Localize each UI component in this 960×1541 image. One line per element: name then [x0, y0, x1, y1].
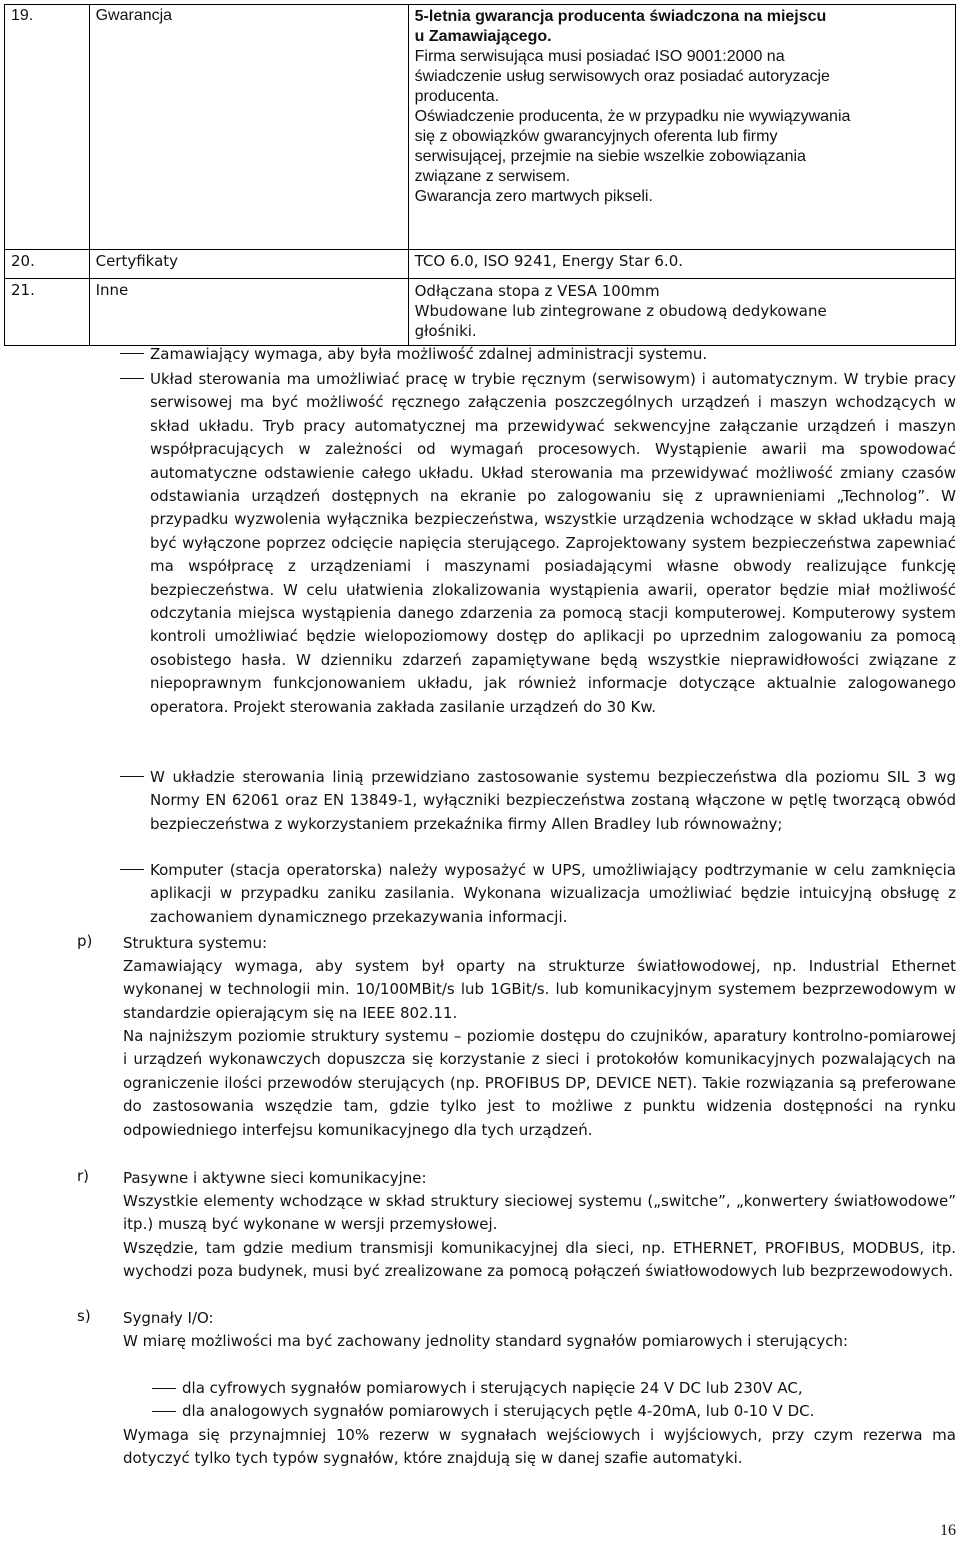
table-row	[5, 250, 956, 279]
section-marker-p: p)	[77, 932, 93, 950]
row-name: Inne	[89, 279, 408, 346]
dash-item-text: Układ sterowania ma umożliwiać pracę w trybie ręcznym (serwisowym) i automatycznym. W trybie pracy serwisowej ma być możliwość ręcznego załączenia poszczególnych urządzeń i maszyn wchodzących w skład układu. Tryb pracy automatycznej ma przewidywać sekwencyjne załączanie urządzeń i maszyn współpracujących w zależności od wymagań procesowych. Wystąpienie awarii ma spowodować automatyczne odstawienie całego układu. Układ sterowania ma przewidywać możliwość zmiany czasów odstawiania urządzeń dostępnych na ekranie po zalogowaniu się z uprawnieniami „Technolog”. W przypadku wyzwolenia wyłącznika bezpieczeństwa, wszystkie urządzenia wchodzące w skład układu mają być wyłączone poprzez odcięcie napięcia sterującego. Zaprojektowany system bezpieczeństwa zapewniać ma współpracę z urządzeniami i maszynami posiadającymi własne obwody realizujące funkcję bezpieczeństwa. W celu ułatwienia zlokalizowania wystąpienia awarii, operator będzie miał możliwość odczytania miejsca wystąpienia danego zdarzenia za pomocą stacji komputerowej. Komputerowy system kontroli umożliwiać będzie wielopoziomowy dostęp do aplikacji po uprzednim zalogowaniu za pomocą osobistego hasła. W dzienniku zdarzeń zapamiętywane będą wszystkie nieprawidłowości związane z niepoprawnym funkcjonowaniem układu, jak również informacje dotyczące aktualnie zalogowanego operatora. Projekt sterowania zakłada zasilanie urządzeń do 30 Kw.	[150, 370, 956, 716]
section-s-heading: Sygnały I/O:	[123, 1309, 214, 1327]
value-line: producenta.	[414, 88, 500, 105]
value-line: Oświadczenie producenta, że w przypadku nie wywiązywania	[414, 108, 851, 125]
row-name: Certyfikaty	[89, 250, 408, 279]
dash-list-item	[150, 859, 956, 929]
dash-item-text: dla analogowych sygnałów pomiarowych i sterujących pętle 4-20mA, lub 0-10 V DC.	[182, 1402, 815, 1420]
section-r-paragraph: Wszędzie, tam gdzie medium transmisji komunikacyjnej dla sieci, np. ETHERNET, PROFIBUS, MODBUS, itp. wychodzi poza budynek, musi być zrealizowane za pomocą połączeń światłowodowych lub bezprzewodowych.	[123, 1239, 956, 1281]
dash-item-text: dla cyfrowych sygnałów pomiarowych i sterujących napięcie 24 V DC lub 230V AC,	[182, 1379, 803, 1397]
page-number: 16	[940, 1522, 956, 1539]
dash-list-item	[182, 1377, 956, 1400]
row-number: 19.	[5, 5, 90, 250]
value-line: serwisującej, przejmie na siebie wszelkie zobowiązania	[414, 148, 806, 165]
value-line: związane z serwisem.	[414, 168, 571, 185]
dash-list-item	[182, 1400, 956, 1423]
spec-table	[4, 4, 956, 346]
table-row	[5, 279, 956, 346]
dash-bullet	[120, 353, 144, 354]
section-p-heading: Struktura systemu:	[123, 934, 268, 952]
warranty-bold-line: 5-letnia gwarancja producenta świadczona na miejscu	[414, 8, 827, 25]
row-value	[408, 279, 955, 346]
dash-bullet	[152, 1411, 176, 1412]
value-line: Wbudowane lub zintegrowane z obudową dedykowane	[414, 302, 827, 320]
row-number: 20.	[5, 250, 90, 279]
section-s-paragraph: W miarę możliwości ma być zachowany jednolity standard sygnałów pomiarowych i sterujących:	[123, 1332, 849, 1350]
dash-bullet	[120, 869, 144, 870]
section-marker-s: s)	[77, 1307, 91, 1325]
value-line: Odłączana stopa z VESA 100mm	[414, 282, 660, 300]
value-line: głośniki.	[414, 322, 477, 340]
dash-item-text: Komputer (stacja operatorska) należy wyposażyć w UPS, umożliwiający podtrzymanie w celu zamknięcia aplikacji w przypadku zaniku zasilania. Wykonana wizualizacja umożliwiać będzie intuicyjną obsługę z zachowaniem dynamicznego przekazywania informacji.	[150, 861, 956, 926]
dash-item-text: W układzie sterowania linią przewidziano zastosowanie systemu bezpieczeństwa dla poziomu SIL 3 wg Normy EN 62061 oraz EN 13849-1, wyłączniki bezpieczeństwa zostaną włączone w pętlę tworzącą obwód bezpieczeństwa z wykorzystaniem przekaźnika firmy Allen Bradley lub równoważny;	[150, 768, 956, 833]
section-marker-r: r)	[77, 1167, 90, 1185]
value-line: Gwarancja zero martwych pikseli.	[414, 188, 653, 205]
section-p-paragraph: Na najniższym poziomie struktury systemu – poziomie dostępu do czujników, aparatury kontrolno-pomiarowej i urządzeń wykonawczych dopuszcza się korzystanie z sieci i protokołów komunikacyjnych pozwalających na ograniczenie ilości przewodów sterujących (np. PROFIBUS DP, DEVICE NET). Takie rozwiązania są preferowane do zastosowania wszędzie tam, gdzie tylko jest to możliwe z punktu widzenia dostępności na rynku odpowiedniego interfejsu komunikacyjnego dla tych urządzeń.	[123, 1027, 956, 1139]
section-r-paragraph: Wszystkie elementy wchodzące w skład struktury sieciowej systemu („switche”, „konwertery światłowodowe” itp.) muszą być wykonane w wersji przemysłowej.	[123, 1192, 956, 1234]
value-line: świadczenie usług serwisowych oraz posiadać autoryzacje	[414, 68, 830, 85]
dash-list-item	[150, 368, 956, 719]
section-s-paragraph: Wymaga się przynajmniej 10% rezerw w sygnałach wejściowych i wyjściowych, przy czym rezerwa ma dotyczyć tylko tych typów sygnałów, które znajdują się w danej szafie automatyki.	[123, 1426, 956, 1468]
row-name: Gwarancja	[89, 5, 408, 250]
section-p-paragraph: Zamawiający wymaga, aby system był oparty na strukturze światłowodowej, np. Industrial Ethernet wykonanej w technologii min. 10/100MBit/s lub 1GBit/s. lub komunikacyjnym systemem bezprzewodowym w standardzie opierającym się na IEEE 802.11.	[123, 957, 956, 1022]
value-line: się z obowiązków gwarancyjnych oferenta lub firmy	[414, 128, 778, 145]
dash-list-item	[150, 343, 956, 366]
row-number: 21.	[5, 279, 90, 346]
dash-item-text: Zamawiający wymaga, aby była możliwość zdalnej administracji systemu.	[150, 345, 708, 363]
dash-list-item	[150, 766, 956, 836]
row-value	[408, 5, 955, 250]
warranty-bold-line: u Zamawiającego.	[414, 28, 552, 45]
dash-bullet	[120, 776, 144, 777]
value-line: Firma serwisująca musi posiadać ISO 9001:2000 na	[414, 48, 785, 65]
row-value: TCO 6.0, ISO 9241, Energy Star 6.0.	[408, 250, 955, 279]
table-row	[5, 5, 956, 250]
dash-bullet	[152, 1388, 176, 1389]
dash-bullet	[120, 378, 144, 379]
section-r-heading: Pasywne i aktywne sieci komunikacyjne:	[123, 1169, 427, 1187]
